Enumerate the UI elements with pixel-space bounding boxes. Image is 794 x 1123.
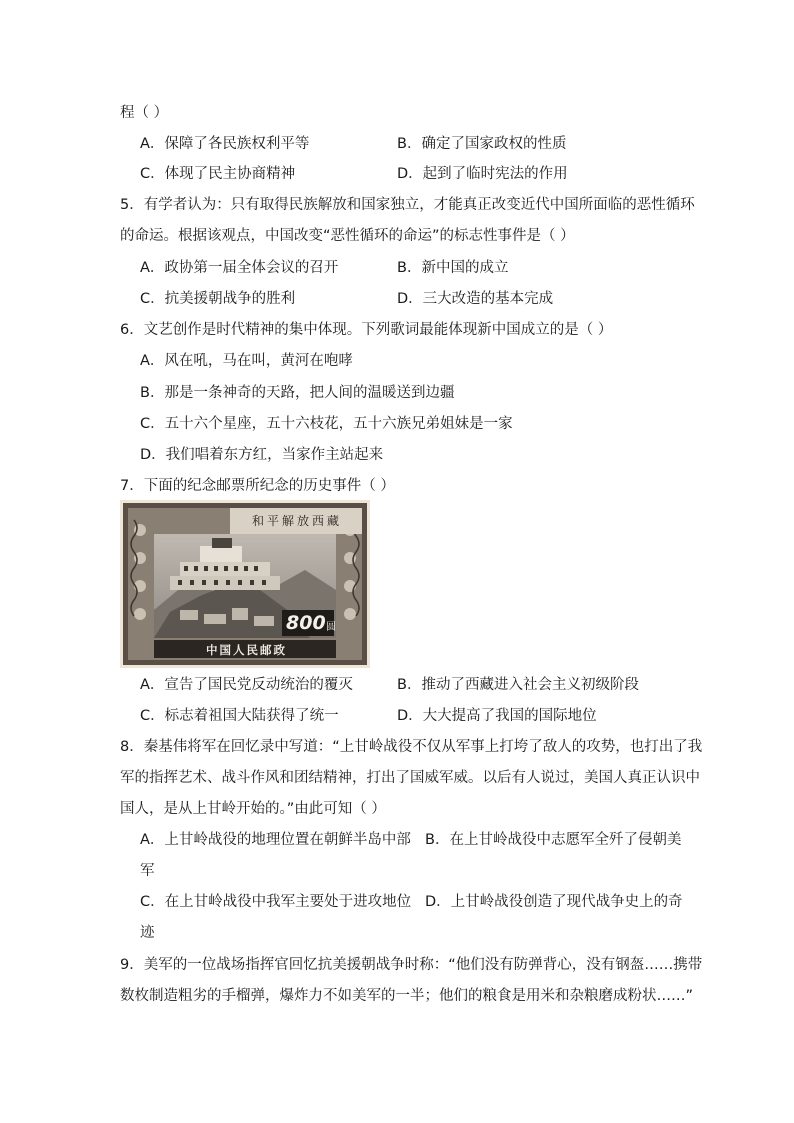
q5-option-d[interactable]: D．三大改造的基本完成 — [397, 291, 554, 307]
q4-option-b[interactable]: B．确定了国家政权的性质 — [397, 136, 567, 152]
q4-option-c[interactable]: C．体现了民主协商精神 — [140, 166, 296, 182]
q8-option-b[interactable]: B．在上甘岭战役中志愿军全歼了侵朝美 — [425, 832, 682, 848]
q4-option-a[interactable]: A．保障了各民族权利平等 — [140, 136, 310, 152]
q9-stem-line2: 数枚制造粗劣的手榴弹，爆炸力不如美军的一半；他们的粮食是用米和杂粮磨成粉状……” — [120, 988, 694, 1004]
q7-option-b[interactable]: B．推动了西藏进入社会主义初级阶段 — [397, 677, 639, 693]
q5-stem-line2: 的命运。根据该观点，中国改变“恶性循环的命运”的标志性事件是（ ） — [120, 228, 575, 244]
q6-option-d[interactable]: D．我们唱着东方红，当家作主站起来 — [140, 447, 384, 463]
q8-option-d[interactable]: D．上甘岭战役创造了现代战争史上的奇 — [425, 894, 683, 910]
q7-option-c[interactable]: C．标志着祖国大陆获得了统一 — [140, 708, 339, 724]
stamp-title: 和平解放西藏 — [252, 514, 343, 528]
q8-stem-line3: 国人，是从上甘岭开始的。”由此可知（ ） — [120, 801, 386, 817]
q6-option-b[interactable]: B．那是一条神奇的天路，把人间的温暖送到边疆 — [140, 385, 455, 401]
q6-stem: 6．文艺创作是时代精神的集中体现。下列歌词最能体现新中国成立的是（ ） — [120, 322, 613, 338]
stamp-value: 800 — [286, 612, 326, 634]
commemorative-stamp — [120, 500, 370, 668]
q5-option-b[interactable]: B．新中国的成立 — [397, 260, 509, 276]
q7-option-a[interactable]: A．宣告了国民党反动统治的覆灭 — [140, 677, 353, 693]
q8-option-c[interactable]: C．在上甘岭战役中我军主要处于进攻地位 — [140, 894, 412, 910]
q7-stem: 7．下面的纪念邮票所纪念的历史事件（ ） — [120, 478, 395, 494]
stamp-value-unit: 圆 — [326, 622, 336, 633]
q5-option-a[interactable]: A．政协第一届全体会议的召开 — [140, 260, 339, 276]
q6-option-a[interactable]: A．风在吼，马在叫，黄河在咆哮 — [140, 353, 353, 369]
q8-stem-line1: 8．秦基伟将军在回忆录中写道：“上甘岭战役不仅从军事上打垮了敌人的攻势，也打出了我 — [120, 739, 703, 755]
q8-option-d-wrap: 迹 — [140, 925, 155, 941]
q8-option-b-wrap: 军 — [140, 863, 155, 879]
q4-stem-continuation: 程（ ） — [120, 105, 169, 121]
q4-option-d[interactable]: D．起到了临时宪法的作用 — [397, 166, 568, 182]
q5-option-c[interactable]: C．抗美援朝战争的胜利 — [140, 291, 296, 307]
q5-stem-line1: 5．有学者认为：只有取得民族解放和国家独立，才能真正改变近代中国所面临的恶性循环 — [120, 197, 695, 213]
q6-option-c[interactable]: C．五十六个星座，五十六枝花，五十六族兄弟姐妹是一家 — [140, 416, 513, 432]
stamp-issuer: 中国人民邮政 — [206, 643, 287, 657]
q8-option-a[interactable]: A．上甘岭战役的地理位置在朝鲜半岛中部 — [140, 832, 411, 848]
q7-option-d[interactable]: D．大大提高了我国的国际地位 — [397, 708, 597, 724]
q8-stem-line2: 军的指挥艺术、战斗作风和团结精神，打出了国威军威。以后有人说过，美国人真正认识中 — [120, 770, 700, 786]
q9-stem-line1: 9．美军的一位战场指挥官回忆抗美援朝战争时称：“他们没有防弹背心，没有钢盔……携带 — [120, 957, 703, 973]
